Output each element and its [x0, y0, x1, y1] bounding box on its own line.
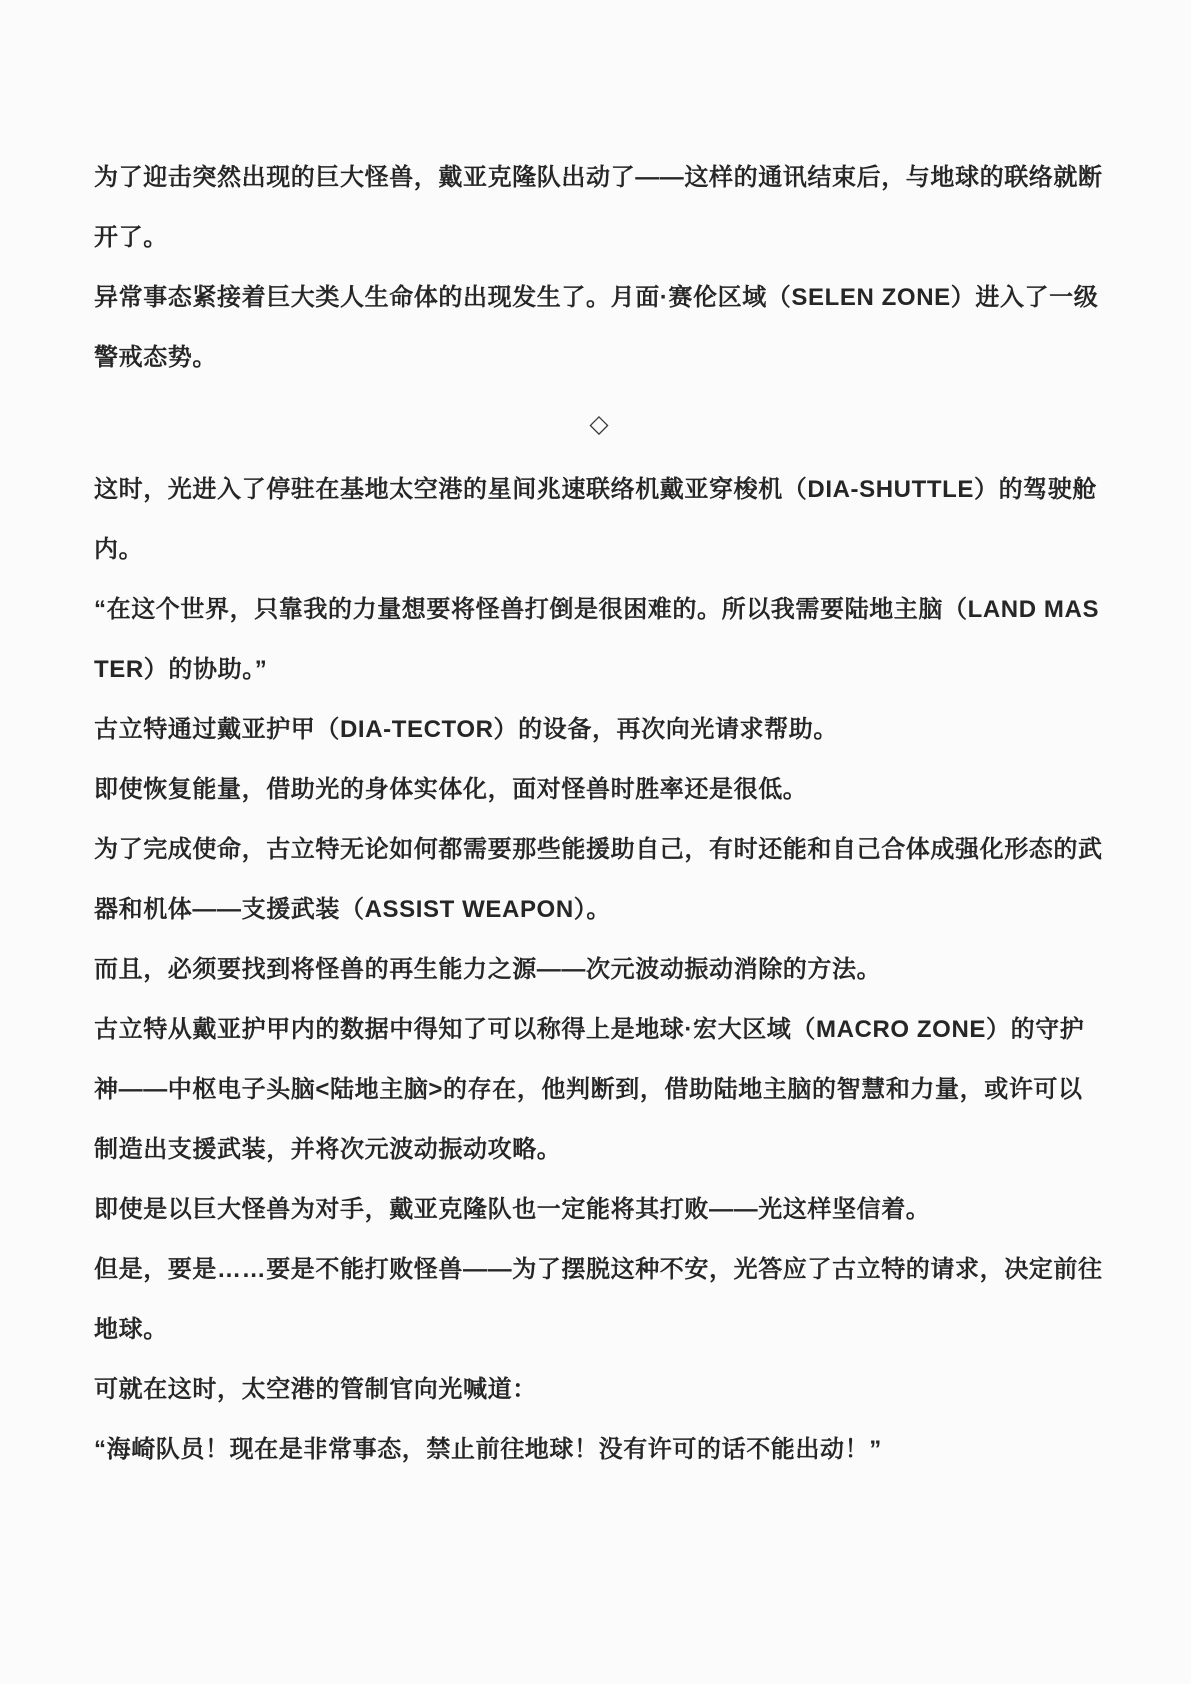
paragraph: 古立特从戴亚护甲内的数据中得知了可以称得上是地球·宏大区域（MACRO ZONE）的守护神——中枢电子头脑<陆地主脑>的存在，他判断到，借助陆地主脑的智慧和力量，或许可以制造出支援武装，并将次元波动振动攻略。 — [94, 1016, 1085, 1163]
paragraph: 可就在这时，太空港的管制官向光喊道： — [94, 1376, 537, 1403]
paragraph: 古立特通过戴亚护甲（DIA-TECTOR）的设备，再次向光请求帮助。 — [94, 716, 838, 743]
paragraph: 而且，必须要找到将怪兽的再生能力之源——次元波动振动消除的方法。 — [94, 956, 882, 983]
paragraph: 为了迎击突然出现的巨大怪兽，戴亚克隆队出动了——这样的通讯结束后，与地球的联络就断开了。 — [94, 164, 1103, 251]
paragraph: 异常事态紧接着巨大类人生命体的出现发生了。月面·赛伦区域（SELEN ZONE）进入了一级警戒态势。 — [94, 284, 1099, 371]
paragraph: 为了完成使命，古立特无论如何都需要那些能援助自己，有时还能和自己合体成强化形态的武器和机体——支援武装（ASSIST WEAPON）。 — [94, 836, 1103, 923]
dialogue-paragraph: “在这个世界，只靠我的力量想要将怪兽打倒是很困难的。所以我需要陆地主脑（LAND MASTER）的协助。” — [94, 596, 1100, 683]
paragraph: 但是，要是……要是不能打败怪兽——为了摆脱这种不安，光答应了古立特的请求，决定前往地球。 — [94, 1256, 1103, 1343]
page-text-content — [94, 148, 1104, 1480]
paragraph: 即使是以巨大怪兽为对手，戴亚克隆队也一定能将其打败——光这样坚信着。 — [94, 1196, 931, 1223]
dialogue-paragraph: “海崎队员！现在是非常事态，禁止前往地球！没有许可的话不能出动！” — [94, 1436, 882, 1463]
diamond-divider-icon: ◇ — [589, 410, 609, 438]
paragraph: 这时，光进入了停驻在基地太空港的星间兆速联络机戴亚穿梭机（DIA-SHUTTLE）的驾驶舱内。 — [94, 476, 1097, 563]
paragraph: 即使恢复能量，借助光的身体实体化，面对怪兽时胜率还是很低。 — [94, 776, 808, 803]
